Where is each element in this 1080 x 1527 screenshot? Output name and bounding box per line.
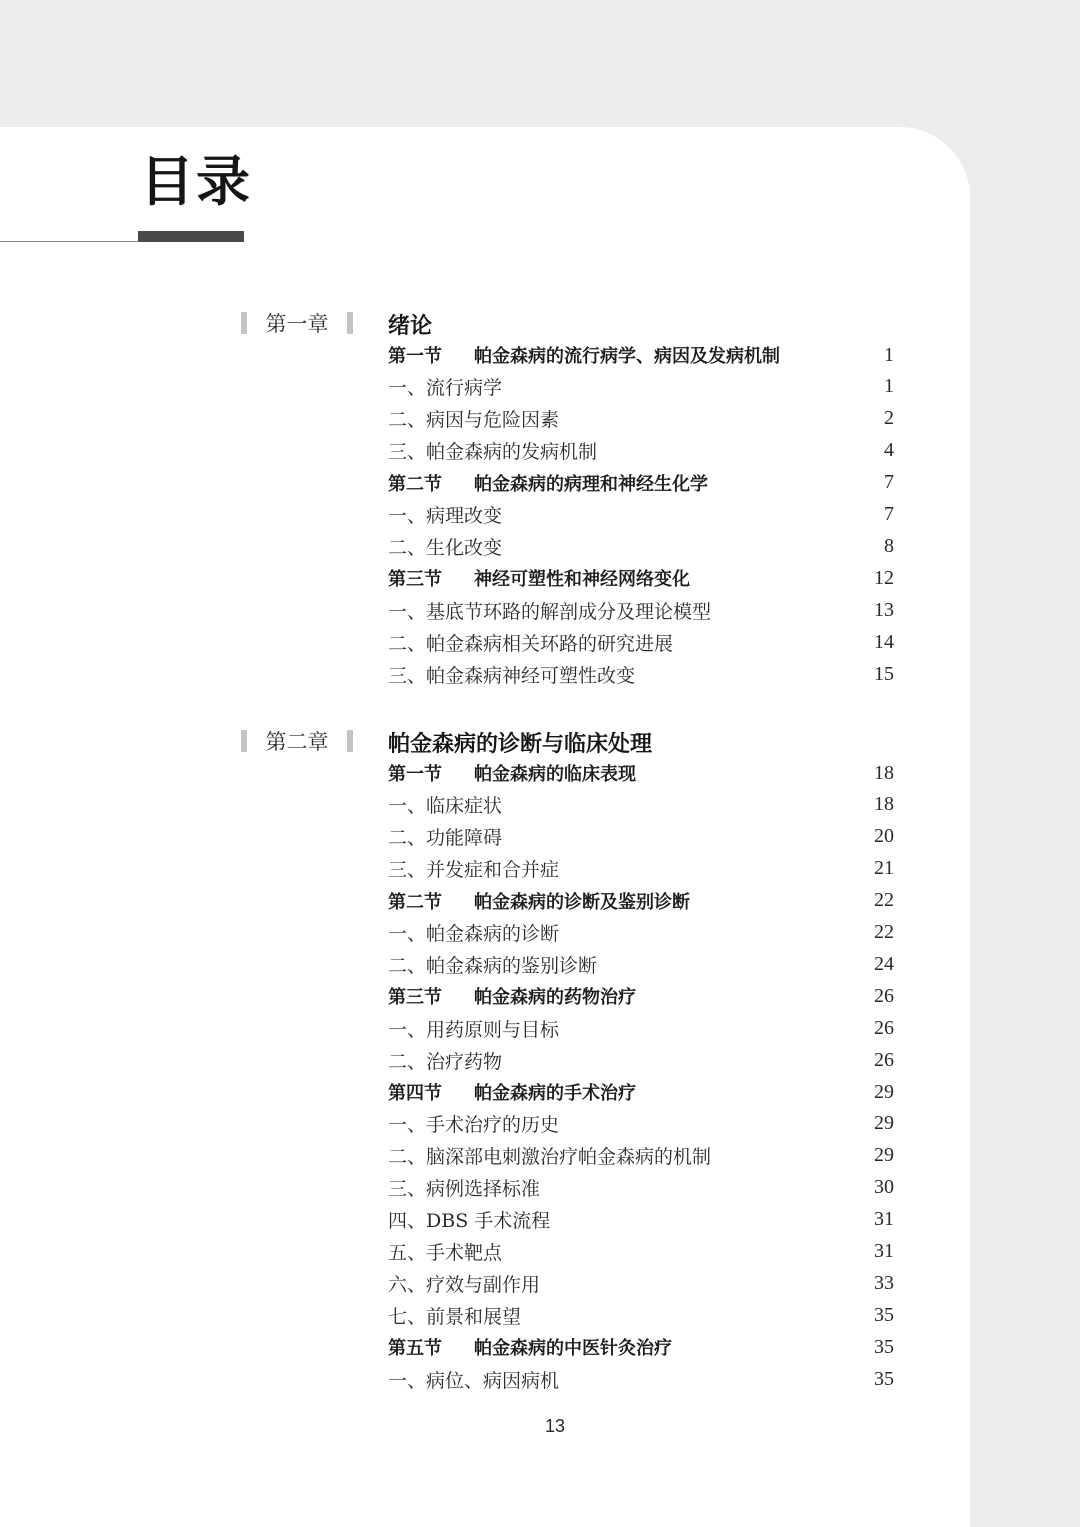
toc-item-entry[interactable]: [388, 1173, 894, 1203]
entry-page-number: 4: [884, 439, 894, 462]
section-prefix: 第一节: [388, 764, 442, 785]
entry-label: 一、临床症状: [388, 795, 503, 818]
toc-item-entry[interactable]: [388, 1013, 894, 1043]
entry-label: 帕金森病的药物治疗: [474, 987, 636, 1009]
entry-page-number: 26: [874, 1016, 894, 1039]
section-prefix: 第二节: [388, 473, 442, 495]
entry-page-number: 7: [884, 503, 894, 525]
entry-page-number: 12: [874, 566, 894, 589]
toc-item-entry[interactable]: [388, 1045, 894, 1075]
toc-item-entry[interactable]: [388, 404, 894, 434]
entry-page-number: 14: [874, 630, 894, 653]
entry-label: 五、手术靶点: [388, 1242, 503, 1264]
entry-page-number: 31: [874, 1208, 894, 1231]
entry-label: 帕金森病的诊断及鉴别诊断: [474, 891, 690, 913]
entry-label: 二、脑深部电刺激治疗帕金森病的机制: [388, 1146, 712, 1169]
toc-item-entry[interactable]: [388, 531, 894, 561]
entry-page-number: 29: [874, 1144, 894, 1167]
entry-label: 四、DBS 手术流程: [388, 1210, 551, 1233]
entry-page-number: 15: [874, 662, 894, 685]
section-prefix: 第一节: [388, 346, 442, 367]
entry-page-number: 33: [874, 1271, 894, 1294]
entry-page-number: 29: [874, 1080, 894, 1103]
toc-item-entry[interactable]: [388, 822, 894, 852]
entry-page-number: 20: [874, 825, 894, 848]
toc-section-entry[interactable]: [388, 758, 894, 788]
section-prefix: 第五节: [388, 1338, 442, 1360]
entry-label: 二、帕金森病相关环路的研究进展: [388, 632, 674, 655]
toc-item-entry[interactable]: [388, 1205, 894, 1235]
entry-page-number: 13: [874, 598, 894, 621]
toc-item-entry[interactable]: [388, 854, 894, 884]
toc-section-entry[interactable]: [388, 1332, 894, 1362]
entry-page-number: 31: [874, 1240, 894, 1262]
entry-label: 帕金森病的病理和神经生化学: [474, 473, 708, 495]
entry-page-number: 24: [874, 952, 894, 975]
entry-page-number: 26: [874, 984, 894, 1007]
section-prefix: 第三节: [388, 569, 442, 591]
entry-label: 三、帕金森病的发病机制: [388, 441, 598, 464]
entry-page-number: 35: [874, 1335, 894, 1358]
entry-label: 二、病因与危险因素: [388, 409, 560, 432]
entry-label: 一、基底节环路的解剖成分及理论模型: [388, 600, 712, 623]
toc-item-entry[interactable]: [388, 500, 894, 530]
toc-item-entry[interactable]: [388, 1300, 894, 1330]
toc-section-entry[interactable]: [388, 981, 894, 1011]
entry-page-number: 7: [884, 471, 894, 494]
toc-section-entry[interactable]: [388, 1077, 894, 1107]
chapter-title[interactable]: 帕金森病的诊断与临床处理: [388, 732, 653, 757]
entry-label: 二、帕金森病的鉴别诊断: [388, 954, 598, 977]
entry-label: 二、治疗药物: [388, 1050, 503, 1073]
chapter-label: 第一章: [241, 310, 353, 336]
entry-page-number: 30: [874, 1176, 894, 1199]
entry-label: 帕金森病的流行病学、病因及发病机制: [474, 346, 780, 367]
toc-item-entry[interactable]: [388, 1237, 894, 1267]
entry-label: 一、病理改变: [388, 505, 503, 527]
entry-page-number: 29: [874, 1112, 894, 1135]
toc-item-entry[interactable]: [388, 1268, 894, 1298]
entry-label: 六、疗效与副作用: [388, 1273, 541, 1296]
entry-label: 一、用药原则与目标: [388, 1018, 560, 1041]
entry-label: 七、前景和展望: [388, 1305, 522, 1328]
entry-label: 三、帕金森病神经可塑性改变: [388, 664, 636, 687]
entry-page-number: 8: [884, 534, 894, 557]
entry-label: 帕金森病的手术治疗: [474, 1083, 636, 1104]
section-prefix: 第二节: [388, 891, 442, 913]
entry-page-number: 21: [874, 857, 894, 880]
entry-label: 帕金森病的临床表现: [474, 764, 636, 785]
toc-item-entry[interactable]: [388, 1364, 894, 1394]
toc-item-entry[interactable]: [388, 1109, 894, 1139]
entry-label: 帕金森病的中医针灸治疗: [474, 1338, 672, 1360]
entry-page-number: 1: [884, 375, 894, 398]
chapter-label: 第二章: [241, 728, 353, 754]
entry-label: 神经可塑性和神经网络变化: [474, 569, 690, 591]
title-accent-bar: [138, 231, 244, 242]
toc-item-entry[interactable]: [388, 595, 894, 625]
toc-section-entry[interactable]: [388, 468, 894, 498]
section-prefix: 第三节: [388, 987, 442, 1009]
entry-page-number: 2: [884, 407, 894, 430]
entry-label: 二、功能障碍: [388, 827, 503, 850]
toc-item-entry[interactable]: [388, 436, 894, 466]
entry-page-number: 35: [874, 1303, 894, 1326]
toc-section-entry[interactable]: [388, 340, 894, 370]
entry-page-number: 18: [874, 761, 894, 784]
toc-item-entry[interactable]: [388, 1141, 894, 1171]
page-title: 目录: [140, 150, 252, 213]
toc-item-entry[interactable]: [388, 627, 894, 657]
entry-label: 三、病例选择标准: [388, 1178, 541, 1201]
entry-label: 三、并发症和合并症: [388, 859, 560, 882]
entry-page-number: 35: [874, 1367, 894, 1390]
entry-label: 一、帕金森病的诊断: [388, 923, 560, 945]
entry-page-number: 18: [874, 793, 894, 816]
entry-page-number: 1: [884, 343, 894, 366]
page-number: 13: [544, 1416, 566, 1436]
entry-label: 二、生化改变: [388, 536, 503, 559]
toc-item-entry[interactable]: [388, 949, 894, 979]
entry-page-number: 22: [874, 889, 894, 912]
toc-section-entry[interactable]: [388, 886, 894, 916]
section-prefix: 第四节: [388, 1083, 442, 1104]
toc-item-entry[interactable]: [388, 918, 894, 948]
document-page: [0, 127, 970, 1527]
entry-label: 一、流行病学: [388, 377, 503, 400]
toc-item-entry[interactable]: [388, 659, 894, 689]
entry-label: 一、病位、病因病机: [388, 1369, 560, 1392]
entry-page-number: 26: [874, 1048, 894, 1071]
toc-section-entry[interactable]: [388, 563, 894, 593]
chapter-title[interactable]: 绪论: [388, 314, 433, 339]
entry-page-number: 22: [874, 921, 894, 943]
entry-label: 一、手术治疗的历史: [388, 1114, 560, 1137]
toc-item-entry[interactable]: [388, 372, 894, 402]
toc-item-entry[interactable]: [388, 790, 894, 820]
